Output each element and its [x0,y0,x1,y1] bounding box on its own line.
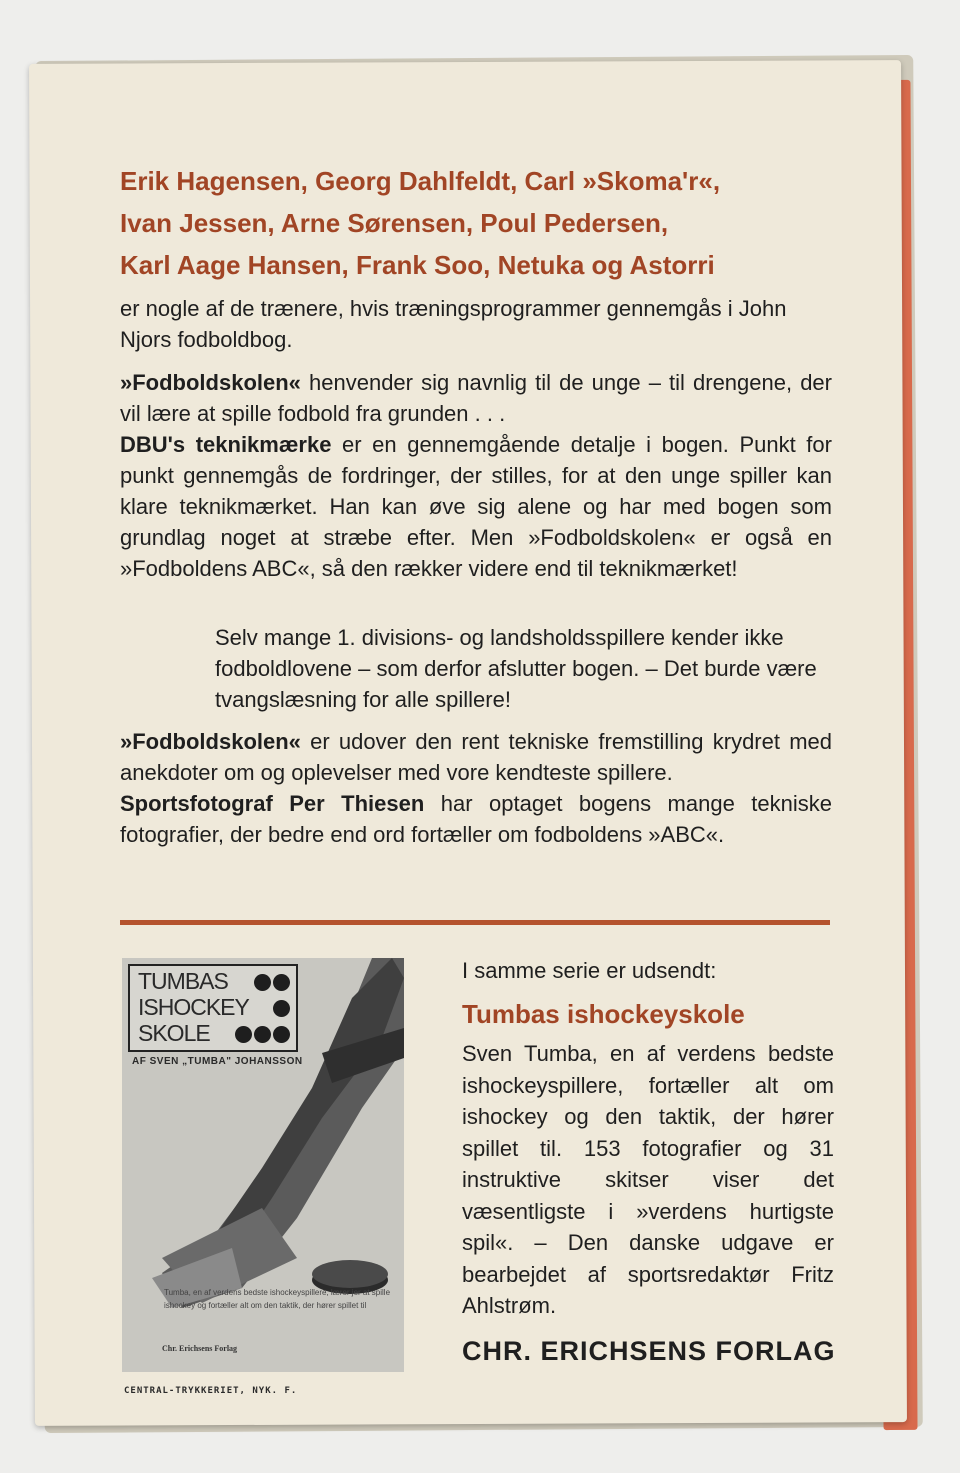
thumbnail-dots [235,1026,290,1043]
thumbnail-author: AF SVEN „TUMBA" JOHANSSON [132,1056,303,1067]
thumbnail-blurb: Tumba, en af verdens bedste ishockeyspillere, lærer jer at spille ishockey og fortæller alt om den taktik, der hører spillet til [164,1288,391,1310]
paragraph-text: henvender sig navnlig til de unge – til drengene, der vil lære at spille fodbold fra grunden . . . [120,370,832,426]
book-title-bold: »Fodboldskolen« [120,729,301,754]
thumbnail-title-line: TUMBAS [138,968,228,994]
indented-quote: Selv mange 1. divisions- og landsholdsspillere kender ikke fodboldlovene – som derfor afslutter bogen. – Det burde være tvangslæsning for alle spillere! [215,625,817,712]
publisher-name: CHR. ERICHSENS FORLAG [462,1336,836,1366]
description-paragraph [120,367,832,584]
closing-paragraph [120,726,832,850]
thumbnail-publisher: Chr. Erichsens Forlag [162,1344,238,1353]
thumbnail-dots [254,974,290,991]
book-title-bold: »Fodboldskolen« [120,370,301,395]
badge-name-bold: DBU's teknikmærke [120,432,332,457]
section-divider [120,920,830,925]
author-line: Erik Hagensen, Georg Dahlfeldt, Carl »Skoma'r«, [120,166,721,196]
thumbnail-dots [273,1000,290,1017]
photographer-bold: Sportsfotograf Per Thiesen [120,791,425,816]
series-intro: I samme serie er udsendt: [462,958,717,983]
paragraph-text: er udover den rent tekniske fremstilling krydret med anekdoter om og oplevelser med vore kendteste spillere. [120,729,832,785]
thumbnail-title-line: SKOLE [138,1020,210,1046]
paragraph-text: er en gennemgående detalje i bogen. Punkt for punkt gennemgås de fordringer, der stilles, for at den unge spiller kan klare teknikmærket. Han kan øve sig alene og har med bogen som grundlag noget at stræbe efter. Men »Fodboldskolen« er også en »Fodboldens ABC«, så den rækker videre end til teknikmærket! [120,432,832,581]
intro-paragraph: er nogle af de trænere, hvis træningsprogrammer gennemgås i John Njors fodboldbog. [120,296,787,352]
thumbnail-title-box [128,964,298,1052]
series-book-cover-image [122,958,404,1372]
author-line: Karl Aage Hansen, Frank Soo, Netuka og Astorri [120,250,715,280]
author-list [120,160,840,286]
series-title: Tumbas ishockeyskole [462,999,745,1029]
series-section [462,955,834,1322]
author-line: Ivan Jessen, Arne Sørensen, Poul Pedersen, [120,208,669,238]
printer-imprint: CENTRAL-TRYKKERIET, NYK. F. [124,1386,298,1396]
series-description: Sven Tumba, en af verdens bedste ishockeyspillere, fortæller alt om ishockey og den taktik, der hører spillet til. 153 fotografier og 31 instruktive skitser viser det væsentligste i »verdens hurtigste spil«. – Den danske udgave er bearbejdet af sportsredaktør Fritz Ahlstrøm. [462,1041,834,1318]
paragraph-text: har optaget bogens mange tekniske fotografier, der bedre end ord fortæller om fodboldens »ABC«. [120,791,832,847]
thumbnail-title-line: ISHOCKEY [138,994,249,1020]
